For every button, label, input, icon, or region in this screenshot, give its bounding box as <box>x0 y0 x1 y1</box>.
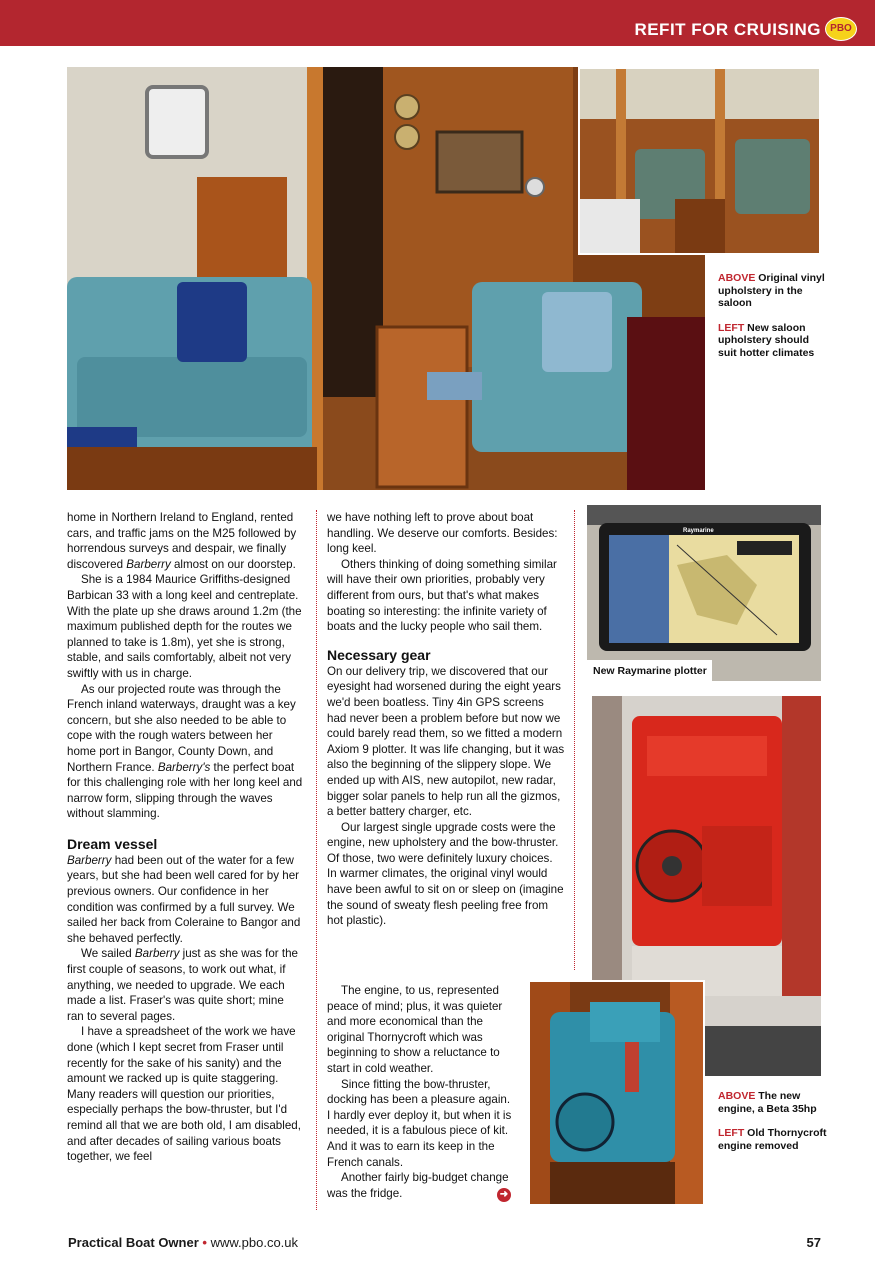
paragraph: we have nothing left to prove about boat handling. We deserve our comforts. Besides: long keel. <box>327 511 558 556</box>
paragraph: Others thinking of doing something similar will have their own priorities, probably very different from ours, but that's what makes boating so interesting: the infinite variety of boats and the lucky people who sail them. <box>327 557 557 634</box>
paragraph: On our delivery trip, we discovered that our eyesight had worsened during the eight years we'd been boatless. Tiny 4in GPS screens had never been a problem before but now we could barely read them, so we fitted a modern Axiom 9 plotter. It was life changing, but it was also the beginning of the slippery slope. We ended up with AIS, new autopilot, new radar, bigger solar panels to help run all the gizmos, a better battery charger, etc. <box>327 664 565 819</box>
article-column-2 <box>327 510 565 929</box>
column-divider <box>316 510 317 1210</box>
paragraph: I have a spreadsheet of the work we have done (which I kept secret from Fraser until recently for the sake of his sanity) and the amount we racked up is quite staggering. Many readers will question our priorities, especially perhaps the bow-thruster, but I'd remind all that we are both old, I am disabled, and after decades of sailing various boats together, we feel <box>67 1025 301 1164</box>
paragraph: The engine, to us, represented peace of mind; plus, it was quieter and more economical than the original Thornycroft which was beginning to show a reluctance to start in cold weather. <box>327 984 503 1075</box>
paragraph: She is a 1984 Maurice Griffiths-designed Barbican 33 with a long keel and centreplate. With the plate up she draws around 1.2m (the maximum published depth for the routes we planned to take is 1.8m), yet she is strong, stable, and sails comfortably, albeit not very swiftly with us in charge. <box>67 573 302 680</box>
paragraph: We sailed Barberry just as she was for the first couple of seasons, to work out what, if anything, we needed to upgrade. We each made a list. Fraser's was quite short; mine ran to several pages. <box>67 947 298 1023</box>
saloon-caption <box>718 272 828 359</box>
paragraph: As our projected route was through the French inland waterways, draught was a key concern, but she also needed to be able to cope with the rough waters between her home port in Bangor, County Down, and Northern France. Barberry's the perfect boat for this challenging role with her long keel and narrow form, slipping through the waves without slamming. <box>67 682 303 821</box>
plotter-brand-label: Raymarine <box>683 528 714 534</box>
section-heading: Necessary gear <box>327 646 431 663</box>
engine-caption <box>718 1090 828 1152</box>
column-divider <box>574 510 575 970</box>
paragraph: Since fitting the bow-thruster, docking has been a pleasure again. I hardly ever deploy it, but when it is needed, it is a fabulous piece of kit. And it was to earn its keep in the French canals. <box>327 1077 512 1169</box>
plotter-caption: New Raymarine plotter <box>593 665 707 677</box>
caption-above: ABOVE The new engine, a Beta 35hp <box>718 1090 817 1115</box>
article-column-1 <box>67 510 303 1165</box>
section-heading: Dream vessel <box>67 835 158 852</box>
footer-magazine: Practical Boat Owner • www.pbo.co.uk <box>68 1235 299 1250</box>
old-engine-photo <box>528 980 705 1206</box>
continue-arrow-icon: ➜ <box>497 1188 511 1202</box>
paragraph: Barberry had been out of the water for a few years, but she had been well cared for by her previous owners. Our confidence in her condition was confirmed by a full survey. We sailed her back from Coleraine to Bangor and she behaved perfectly. <box>67 853 301 945</box>
article-column-2-lower <box>327 983 515 1201</box>
original-saloon-illustration <box>580 69 821 255</box>
paragraph: home in Northern Ireland to England, rented cars, and traffic jams on the M25 followed by horrendous surveys and despair, we finally discovered Barberry almost on our doorstep. <box>67 511 297 571</box>
plotter-photo <box>587 505 821 681</box>
footer-url: www.pbo.co.uk <box>210 1235 299 1250</box>
section-title: REFIT FOR CRUISING <box>634 20 821 39</box>
page-number: 57 <box>806 1235 821 1250</box>
paragraph: Our largest single upgrade costs were the engine, new upholstery and the bow-thruster. Of those, two were definitely luxury choices. In warmer climates, the original vinyl would have been awful to sit on or sleep on (imagine the sound of sweaty flesh peeling free from hot plastic). <box>327 820 564 928</box>
old-engine-illustration <box>530 982 705 1206</box>
caption-left: LEFT Old Thornycroft engine removed <box>718 1127 827 1152</box>
pbo-logo: PBO <box>825 17 857 41</box>
saloon-original-upholstery-photo <box>578 67 821 255</box>
caption-above: ABOVE Original vinyl upholstery in the saloon <box>718 272 825 309</box>
paragraph: Another fairly big-budget change was the fridge. <box>327 1171 509 1200</box>
caption-left: LEFT New saloon upholstery should suit hotter climates <box>718 321 815 359</box>
